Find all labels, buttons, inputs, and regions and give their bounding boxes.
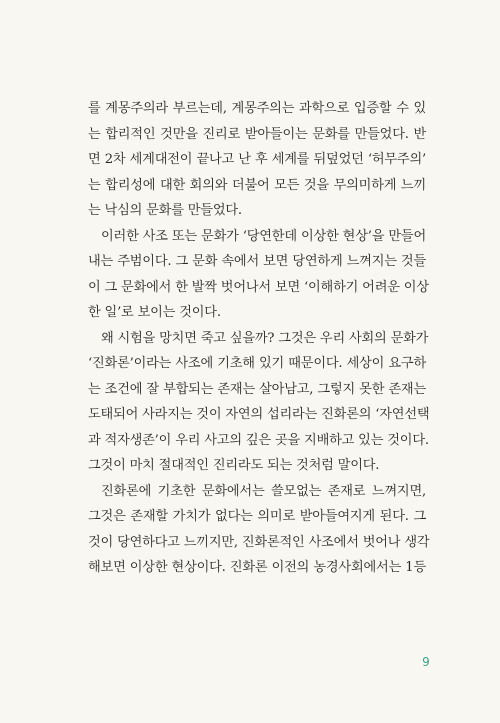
text-line: 것이 당연하다고 느끼지만, 진화론적인 사조에서 벗어나 생각 [88,534,430,550]
text-line: 는 합리성에 대한 회의와 더불어 모든 것을 무의미하게 느끼 [88,177,426,193]
text-line: 는 조건에 잘 부합되는 존재는 살아남고, 그렇지 못한 존재는 [88,381,426,397]
paragraph-first-line: 이러한 사조 또는 문화가 ‘당연한데 이상한 현상’을 만들어 [101,228,426,244]
paragraph-first-line: 진화론에 기초한 문화에서는 쓸모없는 존재로 느껴지면, [101,483,426,499]
text-line: ‘진화론’이라는 사조에 기초해 있기 때문이다. 세상이 요구하 [88,356,426,371]
text-line: 내는 주범이다. 그 문화 속에서 보면 당연하게 느껴지는 것들 [88,254,426,269]
text-line: 도태되어 사라지는 것이 자연의 섭리라는 진화론의 ‘자연선택 [88,407,430,422]
text-line: 해보면 이상한 현상이다. 진화론 이전의 농경사회에서는 1등 [88,560,426,575]
text-line: 한 일’로 보이는 것이다. [88,305,221,320]
text-line: 면 2차 세계대전이 끝나고 난 후 세계를 뒤덮었던 ‘허무주의’ [88,152,426,167]
page-number: 9 [422,655,430,669]
text-line: 그것이 마치 절대적인 진리라도 되는 것처럼 말이다. [88,458,380,473]
body-text [88,96,430,581]
text-line: 과 적자생존’이 우리 사고의 깊은 곳을 지배하고 있는 것이다. [88,432,429,448]
text-line: 를 계몽주의라 부르는데, 계몽주의는 과학으로 입증할 수 있 [88,101,426,116]
text-line: 이 그 문화에서 한 발짝 벗어나서 보면 ‘이해하기 어려운 이상 [88,279,429,295]
text-line: 그것은 존재할 가치가 없다는 의미로 받아들여지게 된다. 그 [88,509,426,524]
paragraph-first-line: 왜 시험을 망치면 죽고 싶을까? 그것은 우리 사회의 문화가 [101,330,429,346]
text-line: 는 낙심의 문화를 만들었다. [88,203,242,218]
text-line: 는 합리적인 것만을 진리로 받아들이는 문화를 만들었다. 반 [88,126,426,142]
